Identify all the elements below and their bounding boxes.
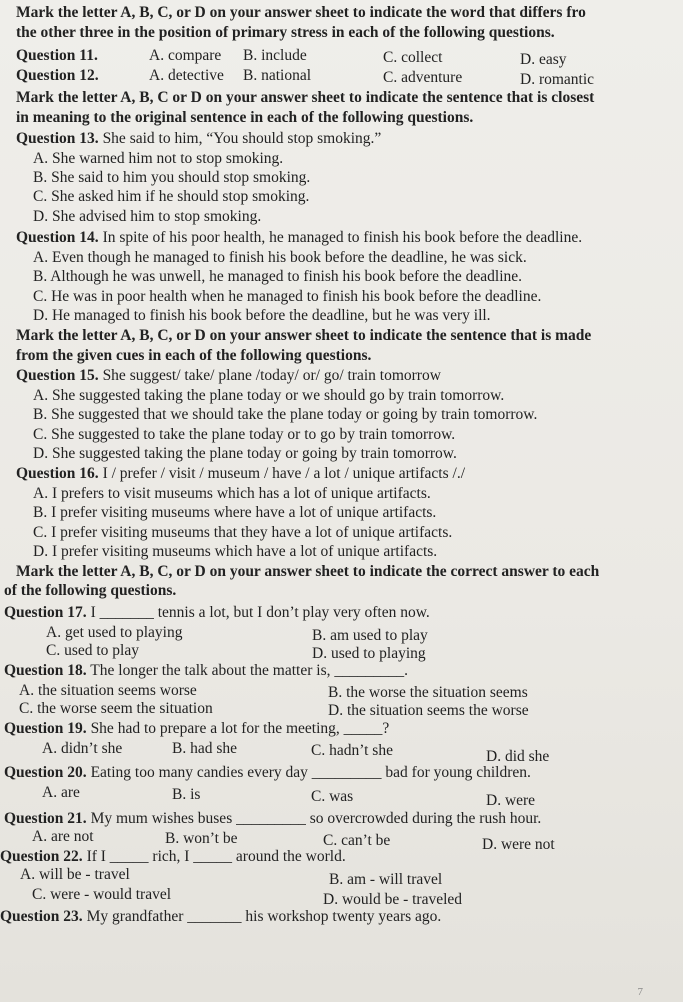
option-d: D. the situation seems the worse: [328, 702, 529, 719]
option-a: A. She warned him not to stop smoking.: [33, 150, 284, 167]
option-a: A. are not: [32, 828, 94, 845]
question-label: Question 17.: [4, 604, 87, 621]
question-stem: I _______ tennis a lot, but I don’t play very often now.: [90, 604, 430, 621]
option-c: C. the worse seem the situation: [19, 700, 213, 717]
option-a: A. Even though he managed to finish his book before the deadline, he was sick.: [33, 249, 527, 266]
option-a: A. are: [42, 784, 80, 801]
section-instruction-line: from the given cues in each of the following questions.: [16, 347, 372, 364]
question-label: Question 11.: [16, 47, 98, 64]
option-d: D. She suggested taking the plane today or going by train tomorrow.: [33, 445, 457, 462]
question-13: [16, 130, 381, 148]
option-d: D. used to playing: [312, 645, 426, 662]
question-23: [0, 908, 441, 926]
question-14: [16, 229, 582, 247]
question-label: Question 16.: [16, 465, 99, 482]
option-c: C. He was in poor health when he managed to finish his book before the deadline.: [33, 288, 542, 305]
section-instruction-line: Mark the letter A, B, C, or D on your answer sheet to indicate the word that differs fro: [16, 4, 586, 21]
option-b: B. She said to him you should stop smoking.: [33, 169, 311, 186]
question-label: Question 13.: [16, 130, 99, 147]
question-20: [4, 764, 531, 782]
option-c: C. hadn’t she: [311, 742, 393, 759]
option-d: D. She advised him to stop smoking.: [33, 208, 262, 225]
section-instruction-line: the other three in the position of primary stress in each of the following questions.: [16, 24, 555, 41]
option-a: A. the situation seems worse: [19, 682, 197, 699]
option-b: B. am - will travel: [329, 871, 443, 888]
question-stem: She had to prepare a lot for the meeting, _____?: [90, 720, 390, 737]
option-b: B. won’t be: [165, 830, 238, 847]
section-instruction-line: Mark the letter A, B, C or D on your answer sheet to indicate the sentence that is closest: [16, 89, 595, 106]
question-stem: I / prefer / visit / museum / have / a lot / unique artifacts /./: [102, 465, 465, 482]
question-stem: She suggest/ take/ plane /today/ or/ go/ train tomorrow: [102, 367, 441, 384]
section-instruction-line: Mark the letter A, B, C, or D on your answer sheet to indicate the sentence that is made: [16, 327, 592, 344]
question-stem: In spite of his poor health, he managed to finish his book before the deadline.: [102, 229, 583, 246]
question-label: Question 14.: [16, 229, 99, 246]
question-label: Question 12.: [16, 67, 99, 84]
option-d: D. did she: [486, 748, 550, 765]
option-b: B. is: [172, 786, 201, 803]
question-stem: If I _____ rich, I _____ around the world.: [86, 848, 346, 865]
page-number: 7: [637, 986, 643, 998]
option-b: B. I prefer visiting museums where have a lot of unique artifacts.: [33, 504, 437, 521]
option-a: A. She suggested taking the plane today or we should go by train tomorrow.: [33, 387, 505, 404]
question-label: Question 18.: [4, 662, 87, 679]
question-label: Question 20.: [4, 764, 87, 781]
option-b: B. She suggested that we should take the plane today or going by train tomorrow.: [33, 406, 538, 423]
option-a: A. get used to playing: [46, 624, 183, 641]
question-19: [4, 720, 389, 738]
question-stem: Eating too many candies every day _________ bad for young children.: [90, 764, 531, 781]
option-a: A. will be - travel: [20, 866, 130, 883]
question-15: [16, 367, 441, 385]
question-label: Question 19.: [4, 720, 87, 737]
option-b: B. national: [243, 67, 312, 84]
question-label: Question 22.: [0, 848, 83, 865]
question-stem: My grandfather _______ his workshop twenty years ago.: [86, 908, 442, 925]
option-c: C. was: [311, 788, 354, 805]
question-16: [16, 465, 465, 483]
question-stem: She said to him, “You should stop smoking.”: [102, 130, 382, 147]
option-a: A. I prefers to visit museums which has a lot of unique artifacts.: [33, 485, 431, 502]
option-c: C. were - would travel: [32, 886, 172, 903]
option-d: D. easy: [520, 51, 567, 68]
option-c: C. adventure: [383, 69, 463, 86]
question-17: [4, 604, 430, 622]
question-stem: The longer the talk about the matter is, _________.: [90, 662, 408, 679]
option-b: B. had she: [172, 740, 238, 757]
option-d: D. romantic: [520, 71, 595, 88]
option-d: D. were: [486, 792, 536, 809]
option-b: B. am used to play: [312, 627, 428, 644]
option-a: A. didn’t she: [42, 740, 123, 757]
question-18: [4, 662, 408, 680]
section-instruction-line: Mark the letter A, B, C, or D on your answer sheet to indicate the correct answer to each: [16, 563, 600, 580]
option-a: A. compare: [149, 47, 222, 64]
question-22: [0, 848, 346, 866]
option-c: C. I prefer visiting museums that they have a lot of unique artifacts.: [33, 524, 453, 541]
option-d: D. would be - traveled: [323, 891, 463, 908]
option-c: C. used to play: [46, 642, 139, 659]
option-b: B. Although he was unwell, he managed to finish his book before the deadline.: [33, 268, 523, 285]
section-instruction-line: of the following questions.: [4, 582, 177, 599]
question-21: [4, 810, 541, 828]
question-label: Question 15.: [16, 367, 99, 384]
option-c: C. She suggested to take the plane today or to go by train tomorrow.: [33, 426, 456, 443]
option-d: D. were not: [482, 836, 555, 853]
question-stem: My mum wishes buses _________ so overcrowded during the rush hour.: [90, 810, 542, 827]
option-b: B. include: [243, 47, 307, 64]
section-instruction-line: in meaning to the original sentence in each of the following questions.: [16, 109, 474, 126]
option-c: C. collect: [383, 49, 443, 66]
question-label: Question 21.: [4, 810, 87, 827]
option-b: B. the worse the situation seems: [328, 684, 528, 701]
option-c: C. can’t be: [323, 832, 391, 849]
question-label: Question 23.: [0, 908, 83, 925]
option-d: D. He managed to finish his book before the deadline, but he was very ill.: [33, 307, 491, 324]
option-c: C. She asked him if he should stop smoking.: [33, 188, 310, 205]
option-d: D. I prefer visiting museums which have a lot of unique artifacts.: [33, 543, 438, 560]
option-a: A. detective: [149, 67, 224, 84]
